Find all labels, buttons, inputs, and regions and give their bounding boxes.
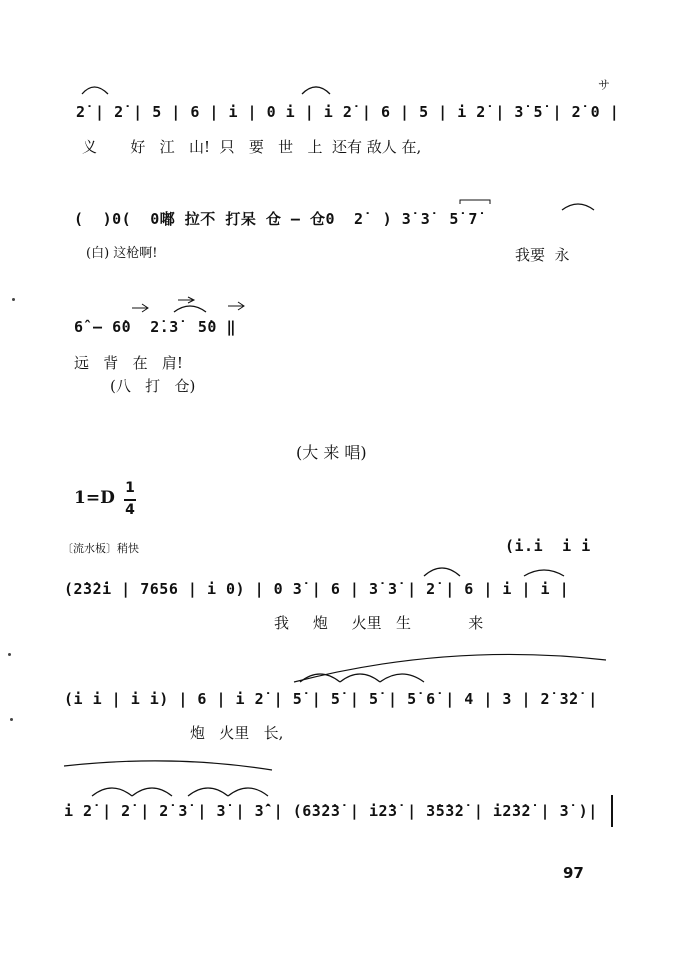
scan-speck: [12, 298, 15, 301]
slur-marks-line-6: [62, 760, 282, 800]
tempo-marking: 〔流水板〕稍快: [62, 542, 139, 555]
lyrics-line-5: 炮 火里 长,: [190, 724, 284, 742]
scan-speck: [10, 718, 13, 721]
music-line-3: 6̂ — 6̇0 2̇.3̇ 5̇0 ‖: [74, 318, 237, 336]
time-signature-bar: [124, 499, 136, 501]
lyrics-line-4: 我 炮 火里 生 来: [274, 614, 484, 632]
lyrics-line-1: 义 好 江 山! 只 要 世 上 还有 敌人 在,: [82, 138, 422, 156]
key-signature: 1=D: [74, 488, 115, 508]
lyrics-line-3: 远 背 在 肩!: [74, 354, 183, 372]
scan-speck: [8, 653, 11, 656]
music-line-5: (i i | i i) | 6 | i 2̇ | 5̇ | 5̇ | 5̇ | 5̇ 6̇ | 4 | 3 | 2̇ 3̇2̇ |: [64, 690, 598, 708]
time-signature-denominator: 4: [125, 502, 135, 518]
slur-marks-line-5: [290, 652, 610, 686]
end-barline: [611, 795, 613, 827]
lyrics-line-2-right: 我要 永: [515, 246, 570, 264]
section-title: (大 来 唱): [296, 443, 367, 462]
accent-marks-line-3: [130, 296, 270, 316]
slur-marks-line-1: [80, 78, 600, 98]
music-line-6: i 2̇ | 2̇ | 2̇ 3̇ | 3̇ | 3̇̂ | (6̇3̇2̇3̇ | i2̇3̇ | 3̇5̇3̇2̇ | i2̇3̇2̇ | 3̇ )|: [64, 802, 598, 820]
page-number: 97: [563, 864, 584, 882]
time-signature-numerator: 1: [125, 480, 135, 496]
lyrics-line-2-left: (白) 这枪啊!: [86, 246, 158, 261]
music-line-1: 2̇ | 2̇ | 5 | 6 | i | 0 i | i 2̇ | 6 | 5 | i 2̇ | 3̇ 5̇ | 2̇ 0 |: [76, 103, 620, 121]
music-line-4-upper: (i.i i i: [505, 537, 591, 555]
lyrics-line-3-sub: (八 打 仓): [110, 377, 196, 395]
slur-marks-line-4: [420, 558, 620, 580]
ornament-line-2: [450, 196, 610, 216]
music-line-2: ( )0( 0嘟 拉不 打呆 仓 — 仓0 2̇ ) 3̇ 3̇ 5̇ 7̇: [74, 210, 478, 228]
music-line-4: (2̇3̇2̇i | 7656 | i 0) | 0 3̇ | 6 | 3̇ 3̇ | 2̇ | 6 | i | i |: [64, 580, 570, 598]
corner-mark: サ: [598, 78, 611, 92]
